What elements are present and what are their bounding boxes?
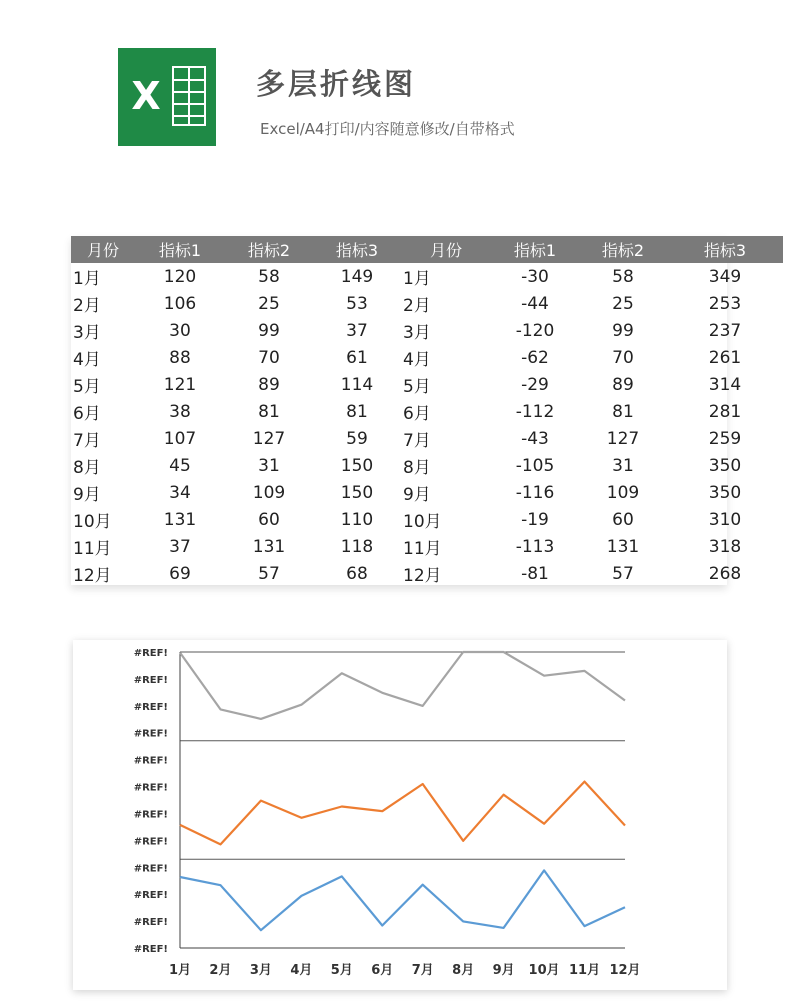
table-cell: 25 [612, 293, 634, 314]
table-cell: 1月 [73, 269, 101, 289]
table-cell: 8月 [403, 458, 431, 478]
y-tick-label: #REF! [133, 648, 168, 659]
table-cell: 60 [612, 509, 634, 530]
table-row [71, 533, 783, 560]
table-cell: 261 [708, 347, 742, 368]
table-cell: 30 [169, 320, 191, 341]
table-cell: -29 [521, 374, 549, 395]
table-row [71, 398, 783, 425]
table-cell: 9月 [403, 485, 431, 505]
table-cell: 57 [258, 563, 280, 584]
table-header-cell: 指标2 [579, 236, 667, 263]
x-tick-label: 8月 [452, 963, 475, 978]
logo-grid [172, 66, 206, 126]
table-cell: 109 [606, 482, 640, 503]
table-cell: 6月 [73, 404, 101, 424]
table-cell: -116 [515, 482, 555, 503]
table-cell: 259 [708, 428, 742, 449]
table-cell: 3月 [73, 323, 101, 343]
y-tick-label: #REF! [133, 728, 168, 740]
table-cell: 127 [252, 428, 286, 449]
table-cell: 60 [258, 509, 280, 530]
y-tick-label: #REF! [133, 809, 168, 821]
x-tick-label: 5月 [330, 963, 353, 978]
table-cell: 10月 [403, 512, 442, 532]
table-cell: 89 [612, 374, 634, 395]
table-cell: -105 [515, 455, 555, 476]
table-cell: 110 [340, 509, 374, 530]
table-body [71, 263, 783, 587]
table-cell: 10月 [73, 512, 112, 532]
x-tick-label: 2月 [209, 963, 232, 978]
table-cell: 69 [169, 563, 191, 584]
y-tick-label: #REF! [133, 890, 168, 902]
table-header-cell: 指标2 [225, 236, 313, 263]
table-header-cell: 指标3 [667, 236, 783, 263]
table-cell: 349 [708, 266, 742, 287]
table-cell: -113 [515, 536, 555, 557]
table-row [71, 263, 783, 290]
y-tick-label: #REF! [133, 782, 168, 794]
page-title: 多层折线图 [256, 67, 417, 101]
table-cell: 2月 [403, 296, 431, 316]
chart-area [73, 640, 727, 990]
table-cell: -112 [515, 401, 555, 422]
table-header-cell: 指标3 [313, 236, 401, 263]
table-row [71, 479, 783, 506]
table-cell: 81 [346, 401, 368, 422]
table-cell: 121 [163, 374, 197, 395]
table-header-cell: 月份 [71, 236, 135, 263]
table-cell: 2月 [73, 296, 101, 316]
x-tick-label: 11月 [568, 963, 601, 978]
table-cell: 34 [169, 482, 191, 503]
table-cell: 57 [612, 563, 634, 584]
table-cell: 58 [612, 266, 634, 287]
table-cell: 9月 [73, 485, 101, 505]
x-tick-label: 10月 [528, 963, 560, 978]
table-cell: 5月 [403, 377, 431, 397]
table-cell: -30 [521, 266, 549, 287]
table-cell: 237 [708, 320, 742, 341]
table-cell: 253 [708, 293, 742, 314]
table-cell: 37 [346, 320, 368, 341]
table-cell: 45 [169, 455, 191, 476]
table-cell: 70 [258, 347, 280, 368]
table-cell: 37 [169, 536, 191, 557]
table-cell: 99 [612, 320, 634, 341]
table-cell: 8月 [73, 458, 101, 478]
table-cell: 11月 [73, 539, 112, 559]
table-cell: 109 [252, 482, 286, 503]
table-row [71, 317, 783, 344]
page-subtitle: Excel/A4打印/内容随意修改/自带格式 [260, 120, 515, 138]
table-cell: -44 [521, 293, 549, 314]
table-cell: 99 [258, 320, 280, 341]
table-cell: 25 [258, 293, 280, 314]
table-cell: 310 [708, 509, 742, 530]
table-cell: 5月 [73, 377, 101, 397]
table-cell: 268 [708, 563, 742, 584]
table-cell: 68 [346, 563, 368, 584]
y-tick-label: #REF! [133, 836, 168, 848]
table-cell: 58 [258, 266, 280, 287]
table-cell: 281 [708, 401, 742, 422]
table-cell: 350 [708, 482, 742, 503]
table-cell: 7月 [403, 431, 431, 451]
table-cell: 1月 [403, 269, 431, 289]
table-cell: 31 [612, 455, 634, 476]
y-tick-label: #REF! [133, 917, 168, 929]
table-cell: 314 [708, 374, 742, 395]
series-line-3 [180, 652, 625, 719]
table-row [71, 425, 783, 452]
table-cell: 70 [612, 347, 634, 368]
table-cell: 120 [163, 266, 197, 287]
table-cell: 149 [340, 266, 374, 287]
table-header-cell: 指标1 [491, 236, 579, 263]
table-row [71, 452, 783, 479]
x-tick-label: 9月 [492, 963, 515, 978]
table-cell: 131 [163, 509, 197, 530]
table-cell: 6月 [403, 404, 431, 424]
table-cell: 114 [340, 374, 374, 395]
table-cell: 88 [169, 347, 191, 368]
table-cell: 12月 [73, 566, 112, 586]
table-cell: 131 [252, 536, 286, 557]
table-cell: 150 [340, 482, 374, 503]
data-table [71, 236, 747, 586]
y-tick-label: #REF! [133, 863, 168, 875]
table-header-cell: 指标1 [135, 236, 225, 263]
table-cell: 38 [169, 401, 191, 422]
y-tick-label: #REF! [133, 701, 168, 713]
table-cell: 107 [163, 428, 197, 449]
table-cell: 31 [258, 455, 280, 476]
table-cell: -43 [521, 428, 549, 449]
table-cell: -62 [521, 347, 549, 368]
y-tick-label: #REF! [133, 674, 168, 686]
table-row [71, 506, 783, 533]
table-cell: 350 [708, 455, 742, 476]
table-cell: -120 [515, 320, 555, 341]
series-line-1 [180, 870, 625, 930]
x-tick-label: 4月 [290, 963, 313, 978]
table-cell: 318 [708, 536, 742, 557]
table-row [71, 371, 783, 398]
table-cell: 89 [258, 374, 280, 395]
table-cell: 11月 [403, 539, 442, 559]
table-cell: -19 [521, 509, 549, 530]
table-cell: 59 [346, 428, 368, 449]
table-cell: 106 [163, 293, 197, 314]
table-row [71, 290, 783, 317]
x-tick-label: 1月 [168, 963, 192, 978]
table-cell: 131 [606, 536, 640, 557]
table-cell: 4月 [403, 350, 431, 370]
table-header-row [71, 236, 783, 263]
x-tick-label: 6月 [371, 963, 394, 978]
table-cell: 12月 [403, 566, 442, 586]
table-cell: 150 [340, 455, 374, 476]
table-cell: -81 [521, 563, 549, 584]
series-line-2 [180, 782, 625, 845]
table-cell: 61 [346, 347, 368, 368]
logo-letter: X [131, 74, 161, 118]
multi-layer-line-chart [73, 640, 727, 990]
table-cell: 81 [612, 401, 634, 422]
x-tick-label: 3月 [249, 963, 272, 978]
table-cell: 7月 [73, 431, 101, 451]
x-tick-label: 12月 [609, 963, 641, 978]
table-cell: 81 [258, 401, 280, 422]
excel-icon [118, 48, 216, 146]
x-tick-label: 7月 [411, 963, 434, 978]
table-cell: 53 [346, 293, 368, 314]
table-cell: 3月 [403, 323, 431, 343]
table-row [71, 560, 783, 587]
table-header-cell: 月份 [401, 236, 491, 263]
y-tick-label: #REF! [133, 944, 168, 955]
table-cell: 4月 [73, 350, 101, 370]
y-tick-label: #REF! [133, 755, 168, 767]
table-cell: 118 [340, 536, 374, 557]
table-cell: 127 [606, 428, 640, 449]
table-row [71, 344, 783, 371]
